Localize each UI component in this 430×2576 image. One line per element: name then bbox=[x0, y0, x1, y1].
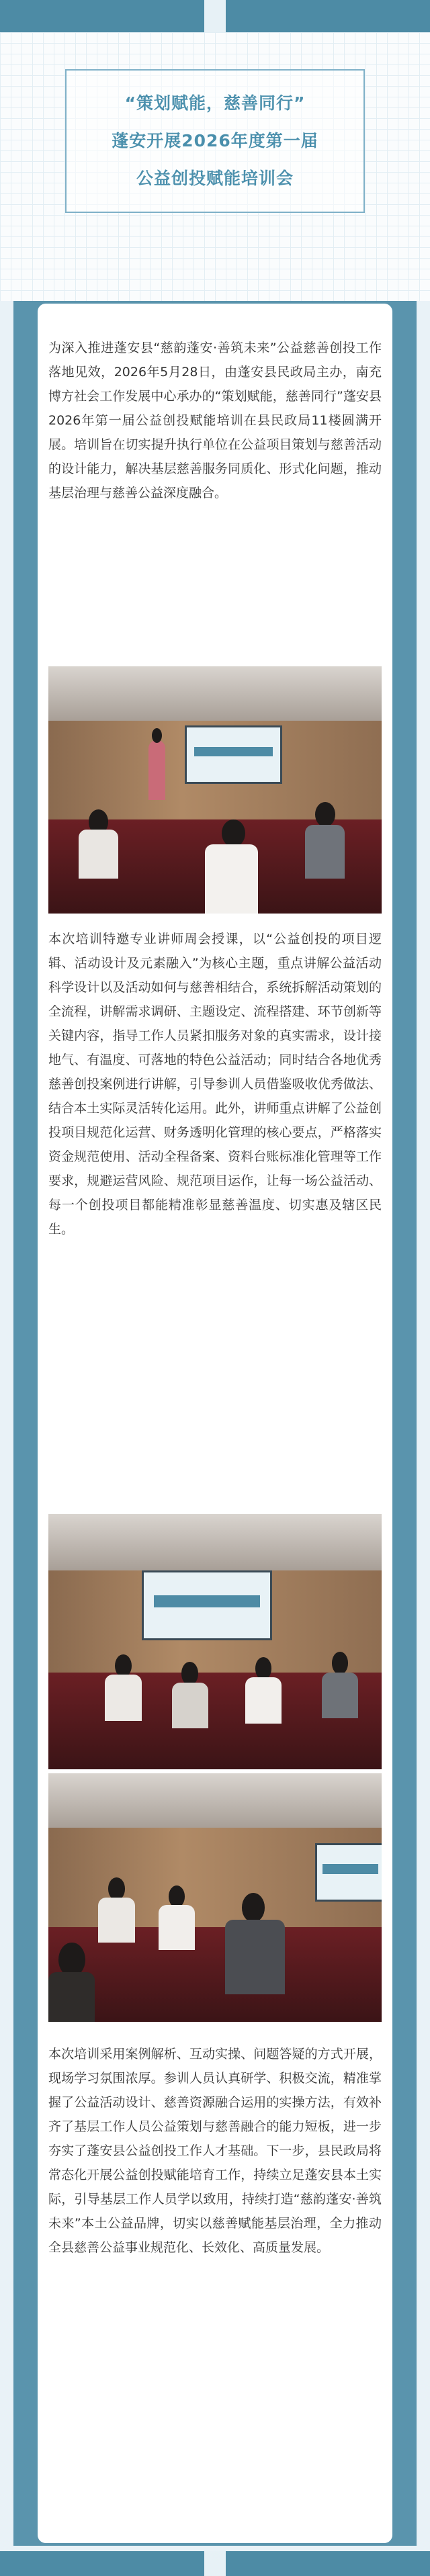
bottom-banner bbox=[0, 2551, 430, 2576]
training-photo-2 bbox=[48, 1514, 382, 1769]
title-line-2: 蓬安开展2026年度第一届 bbox=[112, 131, 318, 150]
title-box bbox=[65, 69, 365, 213]
training-photo-1 bbox=[48, 666, 382, 914]
top-banner-notch bbox=[204, 0, 226, 32]
paragraph-summary: 本次培训采用案例解析、互动实操、问题答疑的方式开展，现场学习氛围浓厚。参训人员认真研学、积极交流，精准掌握了公益活动设计、慈善资源融合运用的实操方法，有效补齐了基层工作人员公益策划与慈善融合的能力短板，进一步夯实了蓬安县公益创投工作人才基础。下一步，县民政局将常态化开展公益创投赋能培育工作，持续立足蓬安县本土实际，引导基层工作人员学以致用，持续打造“慈韵蓬安·善筑未来”本土公益品牌，切实以慈善赋能基层治理，全力推动全县慈善公益事业规范化、长效化、高质量发展。 bbox=[48, 2047, 382, 2255]
training-photo-3 bbox=[48, 1773, 382, 2022]
title-line-3: 公益创投赋能培训会 bbox=[136, 169, 294, 188]
title-line-1: “策划赋能，慈善同行” bbox=[124, 93, 306, 113]
paragraph-intro: 为深入推进蓬安县“慈韵蓬安·善筑未来”公益慈善创投工作落地见效，2026年5月28日，由蓬安县民政局主办，南充博方社会工作发展中心承办的“策划赋能，慈善同行”蓬安县2026年第一届公益创投赋能培训在县民政局11楼圆满开展。培训旨在切实提升执行单位在公益项目策划与慈善活动的设计能力，解决基层慈善服务同质化、形式化问题，推动基层治理与慈善公益深度融合。 bbox=[48, 341, 382, 500]
top-banner bbox=[0, 0, 430, 32]
bottom-banner-notch bbox=[204, 2551, 226, 2576]
paragraph-content: 本次培训特邀专业讲师周会授课，以“公益创投的项目逻辑、活动设计及元素融入”为核心主题，重点讲解公益活动科学设计以及活动如何与慈善相结合，系统拆解活动策划的全流程，讲解需求调研、主题设定、流程搭建、环节创新等关键内容，指导工作人员紧扣服务对象的真实需求，设计接地气、有温度、可落地的特色公益活动；同时结合各地优秀慈善创投案例进行讲解，引导参训人员借鉴吸收优秀做法、结合本土实际灵活转化运用。此外，讲师重点讲解了公益创投项目规范化运营、财务透明化管理的核心要点，严格落实资金规范使用、活动全程备案、资料台账标准化管理等工作要求，规避运营风险、规范项目运作，让每一场公益活动、每一个创投项目都能精准彰显慈善温度、切实惠及辖区民生。 bbox=[48, 932, 382, 1237]
